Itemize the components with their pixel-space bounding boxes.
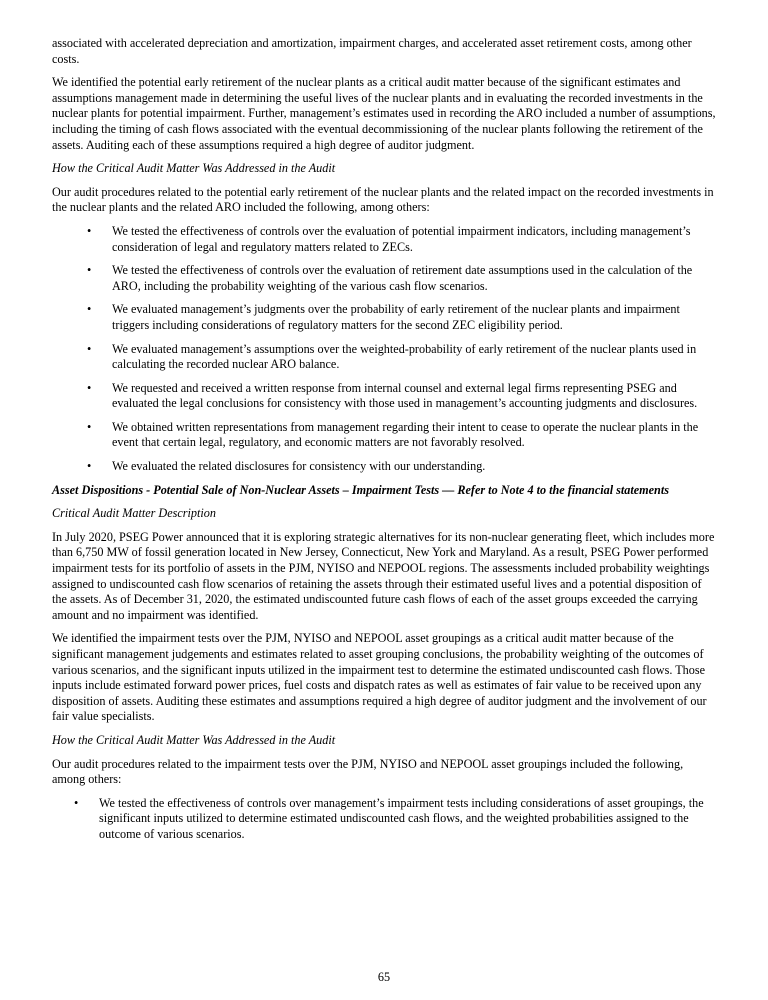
subheading-how-addressed-2: How the Critical Audit Matter Was Addressed in the Audit — [52, 732, 336, 747]
document-body — [52, 36, 718, 851]
list-item-text: We requested and received a written response from internal counsel and external legal firms representing PSEG and evaluated the legal conclusions for consistency with those used in management’s accounting judgments and disclosures. — [112, 380, 698, 411]
bullet-icon: • — [87, 459, 92, 474]
list-item-text: We evaluated the related disclosures for consistency with our understanding. — [112, 459, 486, 474]
paragraph-costs: associated with accelerated depreciation and amortization, impairment charges, and accelerated asset retirement costs, among other costs. — [52, 36, 692, 66]
list-item — [52, 420, 718, 451]
paragraph-procedures-intro-2: Our audit procedures related to the impairment tests over the PJM, NYISO and NEPOOL asset groupings included the following, among others: — [52, 756, 684, 787]
paragraph-procedures-intro: Our audit procedures related to the potential early retirement of the nuclear plants and the related impact on the recorded investments in the nuclear plants and the related ARO included the following, among others: — [52, 184, 714, 215]
paragraph-cam-identification: We identified the potential early retirement of the nuclear plants as a critical audit matter because of the significant estimates and assumptions management made in determining the useful lives of the nuclear plants and in evaluating the recorded investments in the nuclear plants for potential impairment. Further, management’s estimates used in recording the ARO included a number of assumptions, including the timing of cash flows associated with the eventual decommissioning of the nuclear plants following the retirement of the assets. Auditing each of these assumptions required a high degree of auditor judgment. — [52, 75, 716, 152]
list-item — [52, 263, 718, 294]
list-item-text: We obtained written representations from management regarding their intent to cease to operate the nuclear plants in the event that certain legal, regulatory, and economic matters are not favorably resolved. — [112, 419, 699, 450]
list-item-text: We tested the effectiveness of controls over the evaluation of retirement date assumptions used in the calculation of the ARO, including the probability weighting of the various cash flow scenarios. — [112, 263, 693, 293]
subheading-cam-description: Critical Audit Matter Description — [52, 506, 216, 521]
subheading-how-addressed: How the Critical Audit Matter Was Addressed in the Audit — [52, 161, 336, 176]
bullet-icon: • — [87, 380, 92, 395]
bullet-icon: • — [87, 263, 92, 278]
list-item — [52, 302, 718, 333]
list-item-text: We tested the effectiveness of controls over management’s impairment tests including considerations of asset groupings, the significant inputs utilized to determine estimated undiscounted cash flows, and the weighted probabilities assigned to the outcome of various scenarios. — [99, 795, 704, 841]
list-item — [52, 224, 718, 255]
paragraph-impairment-cam: We identified the impairment tests over the PJM, NYISO and NEPOOL asset groupings as a critical audit matter because of the significant management judgements and estimates related to asset grouping conclusions, the probability weighting of the outcomes of various scenarios, and the significant inputs utilized in the impairment test to determine the estimated undiscounted cash flows. Those inputs include estimated forward power prices, fuel costs and dispatch rates as well as estimates of fair value to be received upon any disposition of assets. Auditing these estimates and assumptions required a high degree of auditor judgment and the involvement of our fair value specialists. — [52, 631, 707, 724]
bullet-icon: • — [87, 223, 92, 238]
list-item-text: We evaluated management’s assumptions over the weighted-probability of early retirement of the nuclear plants used in calculating the recorded nuclear ARO balance. — [112, 341, 697, 372]
bullet-icon: • — [87, 341, 92, 356]
list-item — [52, 342, 718, 373]
procedures-list-2 — [52, 796, 718, 843]
page-number: 65 — [377, 970, 391, 984]
procedures-list — [52, 224, 718, 475]
list-item — [52, 459, 718, 475]
section-heading-asset-dispositions: Asset Dispositions - Potential Sale of Non-Nuclear Assets – Impairment Tests — Refer to Note 4 to the financial statements — [52, 482, 669, 497]
list-item-text: We evaluated management’s judgments over the probability of early retirement of the nuclear plants and impairment triggers including considerations of regulatory matters for the second ZEC eligibility period. — [112, 302, 680, 332]
list-item-text: We tested the effectiveness of controls over the evaluation of potential impairment indicators, including management’s consideration of legal and regulatory matters related to ZECs. — [112, 223, 691, 254]
list-item — [52, 796, 718, 843]
paragraph-strategic-alternatives: In July 2020, PSEG Power announced that it is exploring strategic alternatives for its non-nuclear generating fleet, which includes more than 6,750 MW of fossil generation located in New Jersey, Connecticut, New York and Maryland. As a result, PSEG Power performed impairment tests for its portfolio of assets in the PJM, NYISO and NEPOOL regions. The assessments included probability weightings assigned to undiscounted cash flow scenarios of retaining the assets through their estimated useful lives and a potential disposition of the assets. As of December 31, 2020, the estimated undiscounted future cash flows of each of the asset groups exceeded the carrying amount and no impairment was identified. — [52, 529, 715, 622]
bullet-icon: • — [87, 419, 92, 434]
list-item — [52, 381, 718, 412]
bullet-icon: • — [87, 302, 92, 317]
bullet-icon: • — [74, 795, 79, 810]
